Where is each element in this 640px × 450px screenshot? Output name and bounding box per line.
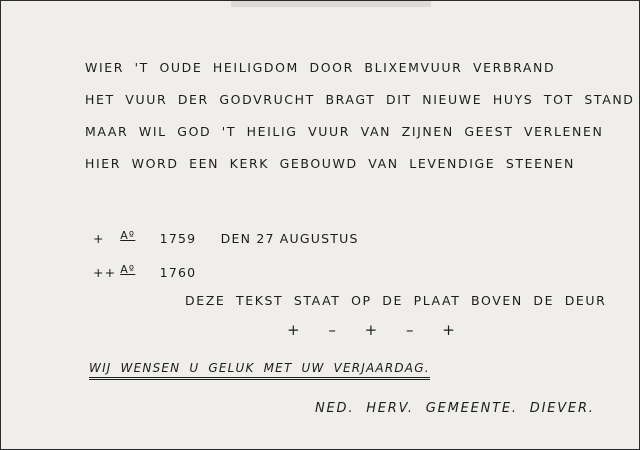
poem-line: HET VUUR DER GODVRUCHT BRAGT DIT NIEUWE HUYS TOT STAND (85, 92, 635, 107)
date-line-1760 (93, 263, 196, 280)
date-text: DEN 27 AUGUSTUS (220, 231, 359, 246)
birthday-wish: WIJ WENSEN U GELUK MET UW VERJAARDAG. (89, 361, 430, 380)
faint-top-mark (231, 1, 431, 7)
ornament-divider: + – + – + (287, 321, 467, 339)
poem-line: HIER WORD EEN KERK GEBOUWD VAN LEVENDIGE STEENEN (85, 156, 576, 171)
poem-line: WIER 'T OUDE HEILIGDOM DOOR BLIXEMVUUR VERBRAND (85, 60, 556, 75)
double-cross-symbol: ++ (93, 265, 117, 280)
poem (85, 59, 635, 187)
date-line-1759 (93, 229, 359, 246)
anno-abbrev: Aº (120, 229, 136, 242)
cross-symbol: + (93, 231, 105, 246)
year: 1759 (159, 231, 197, 246)
plaque-note: DEZE TEKST STAAT OP DE PLAAT BOVEN DE DEUR (185, 293, 607, 308)
poem-line: MAAR WIL GOD 'T HEILIG VUUR VAN ZIJNEN GEEST VERLENEN (85, 124, 604, 139)
anno-abbrev: Aº (120, 263, 136, 276)
year: 1760 (159, 265, 197, 280)
signature: NED. HERV. GEMEENTE. DIEVER. (315, 401, 595, 416)
